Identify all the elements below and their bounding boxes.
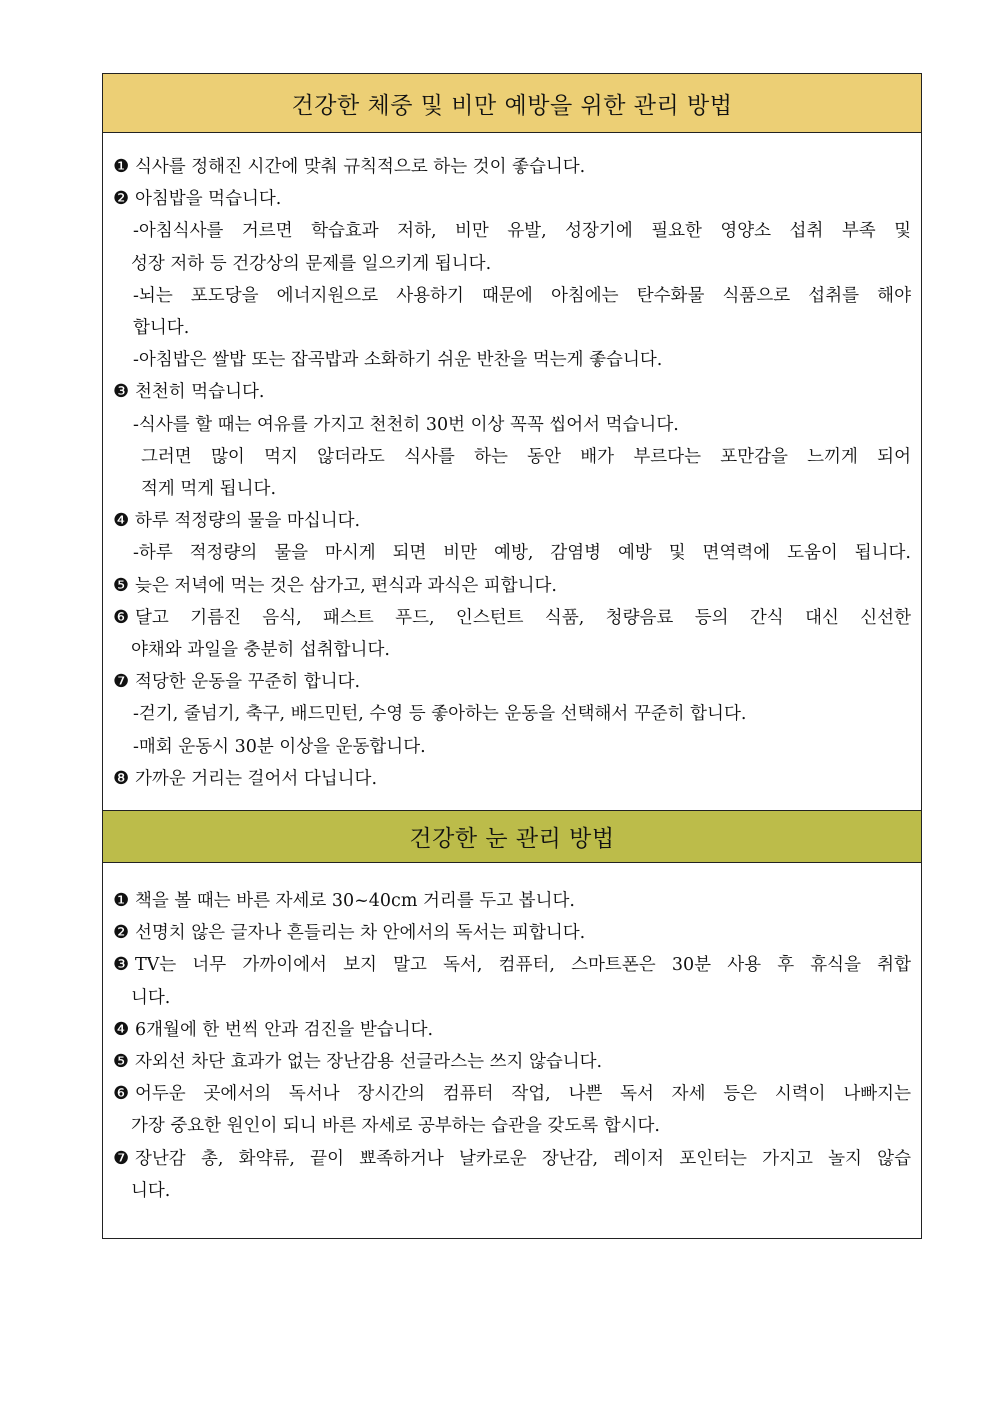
number-marker: ❷	[113, 188, 130, 210]
number-marker: ❹	[113, 510, 130, 532]
list-item	[113, 505, 911, 537]
list-subitem: 니다.	[131, 1180, 171, 1201]
number-marker: ❻	[113, 1083, 130, 1105]
list-item	[113, 885, 911, 917]
list-item	[113, 917, 911, 949]
list-subitem: 야채와 과일을 충분히 섭취합니다.	[131, 640, 390, 661]
list-item	[113, 1014, 911, 1046]
number-marker: ❹	[113, 1018, 130, 1040]
item-text: 장난감 총, 화약류, 끝이 뾰족하거나 날카로운 장난감, 레이저 포인터는 가지고 놀지 않습	[135, 1148, 911, 1169]
number-marker: ❼	[113, 671, 130, 693]
list-item	[113, 183, 911, 215]
number-marker: ❶	[113, 890, 130, 911]
number-marker: ❻	[113, 606, 130, 628]
list-item	[113, 376, 911, 408]
item-text: 6개월에 한 번씩 안과 검진을 받습니다.	[135, 1019, 434, 1040]
list-subitem: -하루 적정량의 물을 마시게 되면 비만 예방, 감염병 예방 및 면역력에 도움이 됩니다.	[133, 543, 911, 564]
number-marker: ❸	[113, 954, 130, 976]
number-marker: ❽	[113, 767, 130, 789]
item-text: 책을 볼 때는 바른 자세로 30~40cm 거리를 두고 봅니다.	[135, 891, 575, 911]
number-marker: ❶	[113, 156, 130, 177]
number-marker: ❺	[113, 574, 130, 596]
item-text: TV는 너무 가까이에서 보지 말고 독서, 컴퓨터, 스마트폰은 30분 사용 후 휴식을 취합	[135, 955, 911, 976]
item-text: 천천히 먹습니다.	[135, 382, 265, 403]
list-subitem: -식사를 할 때는 여유를 가지고 천천히 30번 이상 꼭꼭 씹어서 먹습니다.	[133, 414, 679, 435]
item-text: 선명치 않은 글자나 흔들리는 차 안에서의 독서는 피합니다.	[135, 923, 586, 944]
item-text: 달고 기름진 음식, 패스트 푸드, 인스턴트 식품, 청량음료 등의 간식 대신 신선한	[135, 607, 911, 628]
list-item	[113, 1046, 911, 1078]
list-item	[113, 1143, 911, 1175]
list-item	[113, 949, 911, 981]
item-text: 자외선 차단 효과가 없는 장난감용 선글라스는 쓰지 않습니다.	[135, 1052, 603, 1073]
number-marker: ❸	[113, 381, 130, 403]
list-item	[113, 570, 911, 602]
item-text: 하루 적정량의 물을 마십니다.	[135, 511, 361, 532]
item-text: 어두운 곳에서의 독서나 장시간의 컴퓨터 작업, 나쁜 독서 자세 등은 시력이 나빠지는	[135, 1084, 911, 1105]
item-text: 늦은 저녁에 먹는 것은 삼가고, 편식과 과식은 피합니다.	[135, 575, 557, 596]
list-subitem: -걷기, 줄넘기, 축구, 배드민턴, 수영 등 좋아하는 운동을 선택해서 꾸준히 합니다.	[133, 704, 747, 725]
list-item	[113, 602, 911, 634]
list-subitem: 합니다.	[133, 318, 190, 339]
item-text: 적당한 운동을 꾸준히 합니다.	[135, 672, 361, 693]
item-text: 가까운 거리는 걸어서 다닙니다.	[135, 768, 378, 789]
list-subitem: 니다.	[131, 987, 171, 1008]
list-subitem: -매회 운동시 30분 이상을 운동합니다.	[133, 736, 426, 757]
list-item	[113, 151, 911, 183]
number-marker: ❷	[113, 922, 130, 944]
list-item	[113, 666, 911, 698]
list-subitem: 그러면 많이 먹지 않더라도 식사를 하는 동안 배가 부르다는 포만감을 느끼게 되어	[141, 446, 911, 467]
list-item	[113, 763, 911, 795]
section-body-eyes	[103, 863, 921, 1238]
list-subitem: 성장 저하 등 건강상의 문제를 일으키게 됩니다.	[131, 253, 492, 274]
document-frame	[102, 73, 922, 1239]
section-body-weight	[103, 133, 921, 810]
number-marker: ❼	[113, 1147, 130, 1169]
number-marker: ❺	[113, 1051, 130, 1073]
item-text: 아침밥을 먹습니다.	[135, 189, 282, 210]
list-item	[113, 1078, 911, 1110]
list-subitem: 적게 먹게 됩니다.	[141, 479, 277, 500]
section-title-weight: 건강한 체중 및 비만 예방을 위한 관리 방법	[103, 74, 921, 133]
list-subitem: -아침식사를 거르면 학습효과 저하, 비만 유발, 성장기에 필요한 영양소 섭취 부족 및	[133, 221, 911, 242]
list-subitem: 가장 중요한 원인이 되니 바른 자세로 공부하는 습관을 갖도록 합시다.	[131, 1116, 660, 1137]
section-title-eyes: 건강한 눈 관리 방법	[103, 810, 921, 863]
list-subitem: -뇌는 포도당을 에너지원으로 사용하기 때문에 아침에는 탄수화물 식품으로 섭취를 해야	[133, 285, 911, 306]
list-subitem: -아침밥은 쌀밥 또는 잡곡밥과 소화하기 쉬운 반찬을 먹는게 좋습니다.	[133, 350, 663, 371]
item-text: 식사를 정해진 시간에 맞춰 규칙적으로 하는 것이 좋습니다.	[135, 157, 586, 177]
